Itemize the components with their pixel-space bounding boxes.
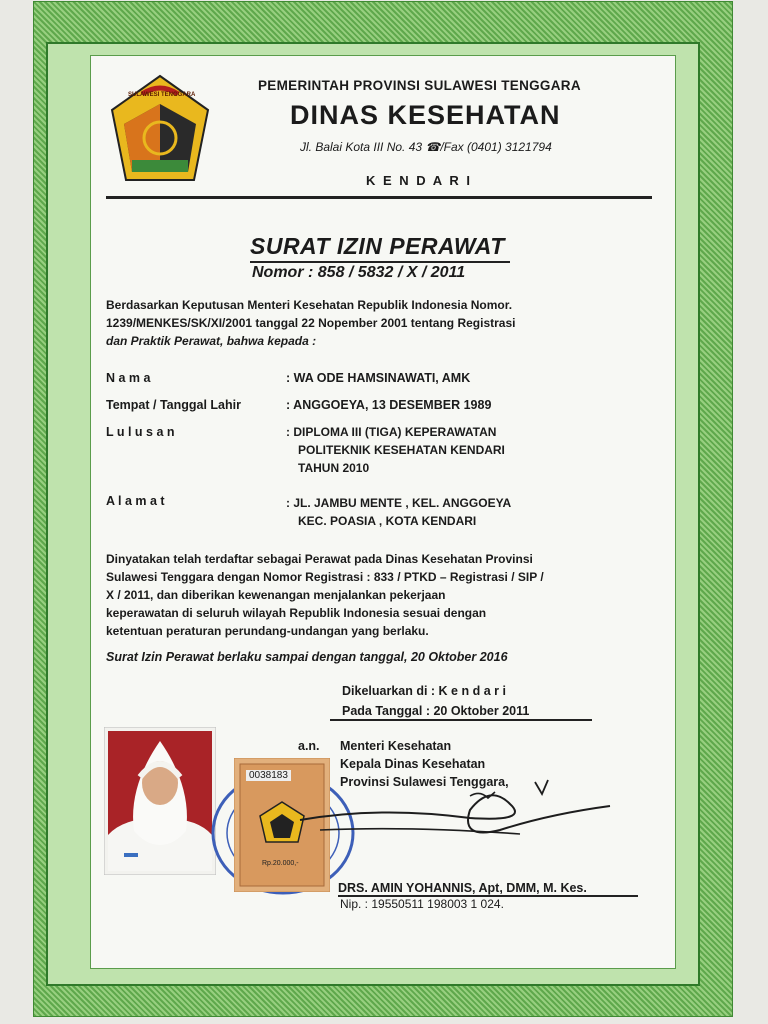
government-name: PEMERINTAH PROVINSI SULAWESI TENGGARA — [258, 78, 581, 93]
address-value: KEC. POASIA , KOTA KENDARI — [298, 514, 477, 528]
office-address: Jl. Balai Kota III No. 43 ☎/Fax (0401) 3121794 — [300, 140, 552, 154]
education-value: POLITEKNIK KESEHATAN KENDARI — [298, 443, 505, 457]
issued-date-underline — [330, 719, 592, 721]
statement-line: keperawatan di seluruh wilayah Republik Indonesia sesuai dengan — [106, 606, 487, 620]
office-city: K E N D A R I — [366, 173, 472, 188]
statement-line: Dinyatakan telah terdaftar sebagai Perawat pada Dinas Kesehatan Provinsi — [106, 552, 533, 566]
statement-line: Sulawesi Tenggara dengan Nomor Registrasi : 833 / PTKD – Registrasi / SIP / — [106, 570, 544, 584]
provincial-emblem-icon — [110, 74, 210, 184]
intro-line: 1239/MENKES/SK/XI/2001 tanggal 22 Nopember 2001 tentang Registrasi — [106, 316, 516, 330]
education-value: TAHUN 2010 — [298, 461, 370, 475]
address-value: : JL. JAMBU MENTE , KEL. ANGGOEYA — [286, 496, 512, 510]
birth-label: Tempat / Tanggal Lahir — [106, 398, 241, 412]
signatory-name: DRS. AMIN YOHANNIS, Apt, DMM, M. Kes. — [338, 881, 587, 895]
office-name: DINAS KESEHATAN — [290, 100, 561, 130]
issued-place: Dikeluarkan di : K e n d a r i — [342, 684, 506, 698]
name-value: : WA ODE HAMSINAWATI, AMK — [286, 371, 471, 385]
emblem-lettering: SULAWESI TENGGARA — [128, 92, 196, 98]
name-label: N a m a — [106, 371, 151, 385]
signatory-title: Provinsi Sulawesi Tenggara, — [340, 775, 509, 789]
validity-date: Surat Izin Perawat berlaku sampai dengan tanggal, 20 Oktober 2016 — [106, 650, 508, 664]
letterhead-rule — [106, 196, 652, 199]
statement-line: ketentuan peraturan perundang-undangan yang berlaku. — [106, 624, 429, 638]
holder-photo — [104, 727, 216, 875]
education-label: L u l u s a n — [106, 425, 175, 439]
document-number: Nomor : 858 / 5832 / X / 2011 — [252, 264, 466, 281]
intro-line: dan Praktik Perawat, bahwa kepada : — [106, 334, 317, 348]
on-behalf-of: a.n. — [298, 739, 320, 753]
education-value: : DIPLOMA III (TIGA) KEPERAWATAN — [286, 425, 497, 439]
issued-date: Pada Tanggal : 20 Oktober 2011 — [342, 704, 530, 718]
revenue-stamp-serial: 0038183 — [246, 770, 291, 781]
signatory-title: Menteri Kesehatan — [340, 739, 452, 753]
title-underline — [250, 261, 510, 263]
revenue-stamp-value: Rp.20.000,- — [262, 860, 299, 867]
handwritten-signature — [290, 770, 620, 860]
signatory-title: Kepala Dinas Kesehatan — [340, 757, 486, 771]
signatory-nip: Nip. : 19550511 198003 1 024. — [340, 897, 504, 911]
document-title: SURAT IZIN PERAWAT — [250, 233, 505, 259]
birth-value: : ANGGOEYA, 13 DESEMBER 1989 — [286, 398, 492, 412]
address-label: A l a m a t — [106, 494, 165, 508]
intro-line: Berdasarkan Keputusan Menteri Kesehatan Republik Indonesia Nomor. — [106, 298, 513, 312]
statement-line: X / 2011, dan diberikan kewenangan menjalankan pekerjaan — [106, 588, 446, 602]
